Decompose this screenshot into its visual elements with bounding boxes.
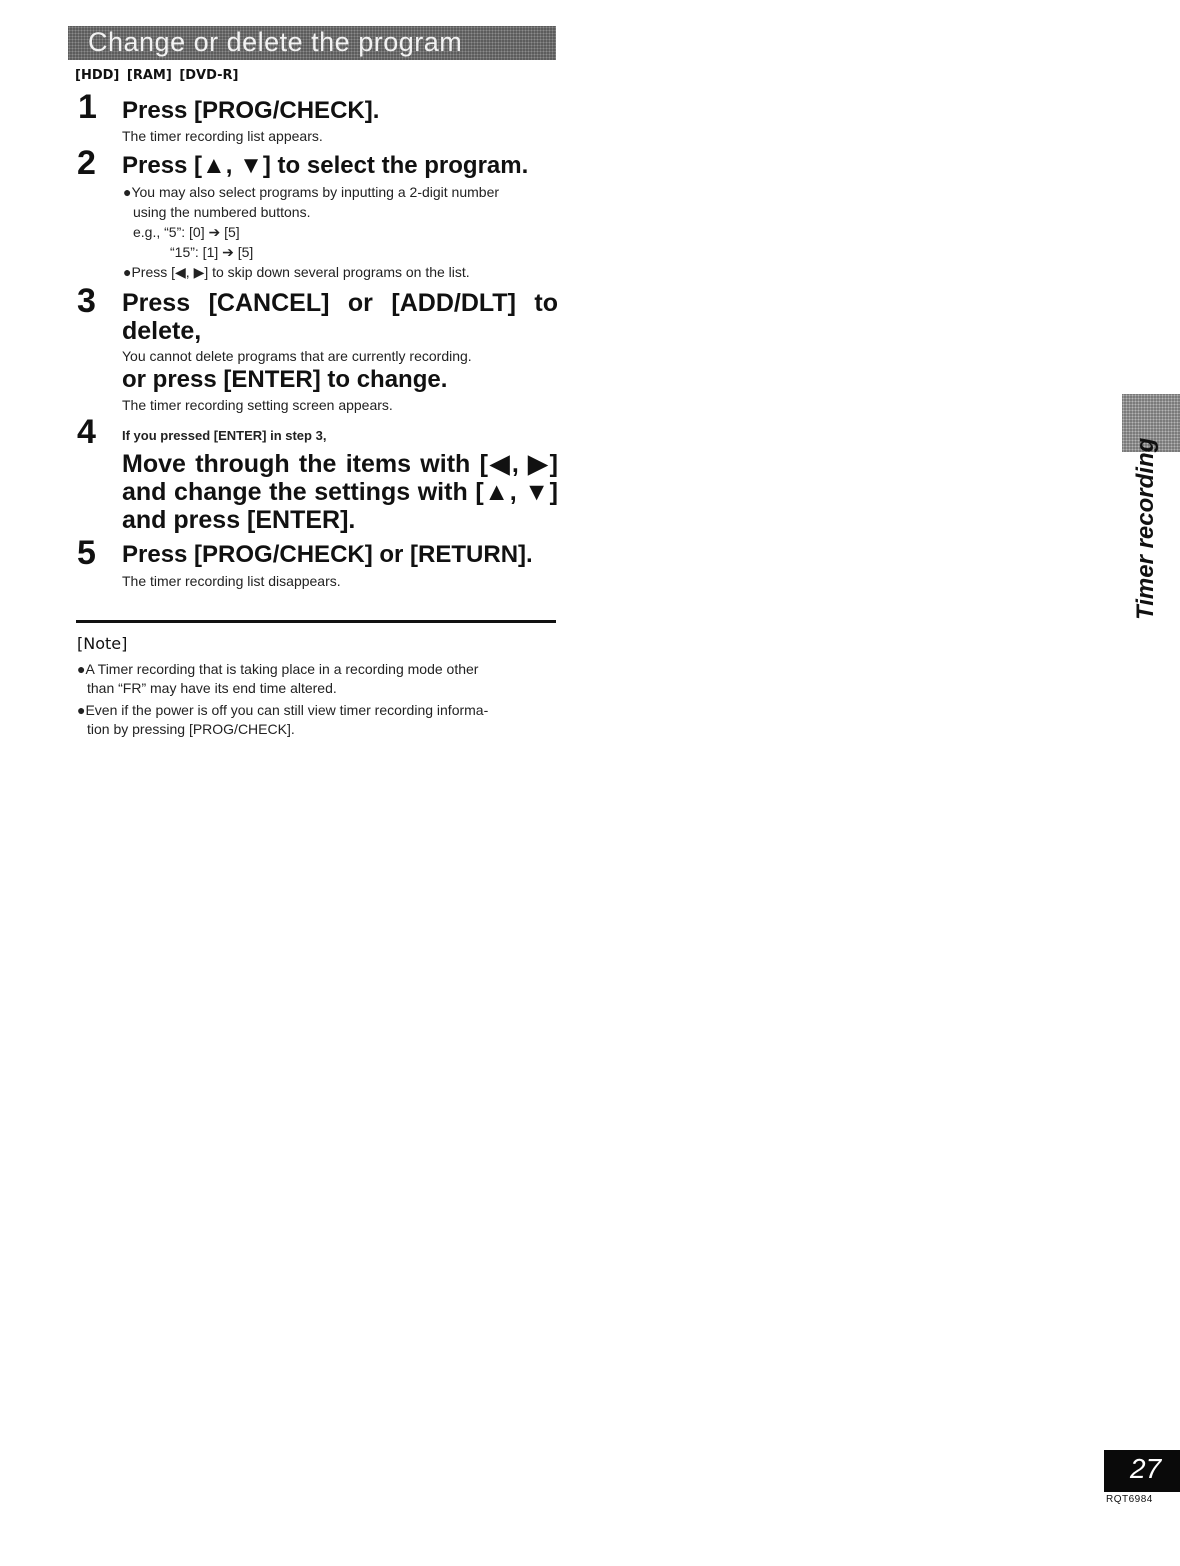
step-5-text: The timer recording list disappears. (122, 573, 341, 589)
step-3-title-line-2: delete, (122, 317, 202, 345)
document-code: RQT6984 (1106, 1494, 1153, 1505)
step-1-title: Press [PROG/CHECK]. (122, 97, 380, 124)
note-item-2-line-1: ●Even if the power is off you can still view timer recording informa- (77, 702, 489, 718)
note-item-2 (77, 701, 557, 739)
step-3-title-line-1: Press [CANCEL] or [ADD/DLT] to (122, 289, 558, 317)
note-item-1-line-2: than “FR” may have its end time altered. (87, 680, 337, 696)
media-tag-hdd: [HDD] (75, 68, 120, 83)
step-3-title-2: or press [ENTER] to change. (122, 366, 448, 393)
step-4-title-line-3: and press [ENTER]. (122, 506, 356, 534)
step-1-number: 1 (78, 88, 97, 126)
note-label: [Note] (77, 634, 128, 653)
section-side-label: Timer recording (1132, 437, 1159, 620)
section-title-bar (68, 26, 556, 60)
note-item-1-line-1: ●A Timer recording that is taking place in a recording mode other (77, 661, 479, 677)
page-number: 27 (1130, 1453, 1162, 1484)
note-item-2-line-2: tion by pressing [PROG/CHECK]. (87, 721, 295, 737)
step-4-title-line-2: and change the settings with [▲, ▼] (122, 478, 558, 506)
step-4-title (122, 450, 558, 534)
step-3-number: 3 (77, 282, 96, 320)
step-2-bullet-1-line-1: ●You may also select programs by inputting a 2-digit number (123, 184, 500, 200)
media-tag-dvdr: [DVD-R] (179, 68, 239, 83)
step-5-number: 5 (77, 534, 96, 572)
section-title: Change or delete the program (88, 27, 463, 57)
step-3-text-1: You cannot delete programs that are currently recording. (122, 348, 472, 364)
step-4-intro: If you pressed [ENTER] in step 3, (122, 428, 327, 443)
media-tag-ram: [RAM] (126, 68, 172, 83)
step-2-example-1: e.g., “5”: [0] ➔ [5] (133, 224, 240, 240)
step-2-bullet-1-line-2: using the numbered buttons. (133, 204, 311, 220)
step-1-text: The timer recording list appears. (122, 128, 323, 144)
media-tags (75, 68, 242, 83)
step-2-title: Press [▲, ▼] to select the program. (122, 152, 529, 179)
step-4-title-line-1: Move through the items with [◀, ▶] (122, 450, 558, 478)
step-2-bullet-2: ●Press [◀, ▶] to skip down several programs on the list. (123, 264, 470, 280)
step-5-title: Press [PROG/CHECK] or [RETURN]. (122, 541, 533, 568)
step-2-example-2: “15”: [1] ➔ [5] (170, 244, 254, 260)
page-number-box (1104, 1450, 1180, 1492)
step-3-title (122, 289, 558, 345)
step-4-number: 4 (77, 413, 96, 451)
note-divider (76, 620, 556, 623)
step-3-text-2: The timer recording setting screen appears. (122, 397, 393, 413)
step-2-number: 2 (77, 144, 96, 182)
note-item-1 (77, 660, 557, 698)
